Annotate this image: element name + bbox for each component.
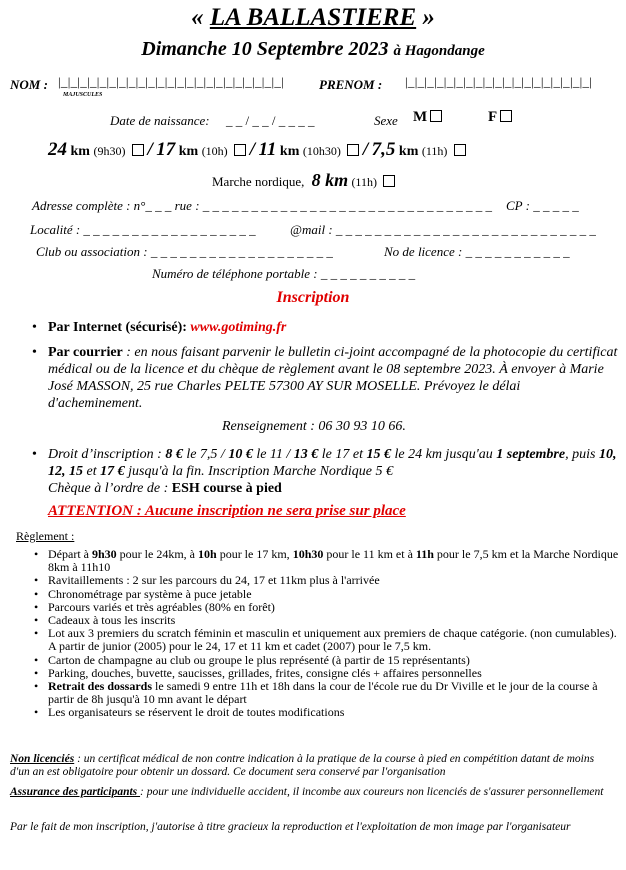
internet-line — [48, 319, 618, 336]
sexe-m-checkbox[interactable] — [430, 110, 442, 122]
reglement-item: • Les organisateurs se réservent le droit de toutes modifications — [48, 706, 623, 719]
d75-km: km — [398, 144, 419, 159]
assurance-note — [10, 786, 610, 799]
d17-checkbox[interactable] — [234, 144, 246, 156]
cheque-ordre: ESH course à pied — [171, 481, 282, 496]
licencies-label: Non licenciés — [10, 753, 75, 765]
non-licencies-note — [10, 753, 610, 779]
licence-field[interactable]: No de licence : _ _ _ _ _ _ _ _ _ _ _ — [384, 244, 570, 259]
sexe-f-checkbox[interactable] — [500, 110, 512, 122]
marche-label: Marche nordique, — [212, 174, 305, 189]
reglement-item: • Cadeaux à tous les inscrits — [48, 614, 623, 627]
d24-km: km — [70, 144, 90, 159]
reglement-list — [48, 548, 623, 720]
prenom-label: PRENOM : — [319, 77, 383, 92]
courrier-text: : en nous faisant parvenir le bulletin ci-joint accompagné de la photocopie du certificat médical ou de la licence et du chèque de règlement avant le 08 septembre 2023. À envoyer à Marie José MASSON, 25 rue Charles PELTE 57300 AY SUR MOSELLE. Prévoyez le délai d'acheminement. — [48, 345, 618, 411]
sep: / — [147, 139, 153, 160]
naissance-label: Date de naissance: — [110, 113, 210, 128]
sexe-label: Sexe — [374, 113, 398, 128]
reglement-heading: Règlement : — [16, 529, 75, 543]
reglement-item: • Départ à 9h30 pour le 24km, à 10h pour le 17 km, 10h30 pour le 11 km et à 11h pour le 7,5 km et la Marche Nordique 8km à 11h10 — [48, 548, 623, 574]
d75-time: (11h) — [421, 144, 448, 158]
club-field[interactable]: Club ou association : _ _ _ _ _ _ _ _ _ _ _ _ _ _ _ _ _ _ _ — [36, 244, 333, 259]
reglement-item: • Chronométrage par système à puce jetable — [48, 588, 623, 601]
inscription-heading: Inscription — [276, 289, 350, 306]
localite-field[interactable]: Localité : _ _ _ _ _ _ _ _ _ _ _ _ _ _ _ _ _ _ — [30, 222, 256, 237]
sep: / — [249, 139, 255, 160]
attention-notice: ATTENTION : Aucune inscription ne sera prise sur place — [48, 503, 406, 519]
cp-field[interactable]: CP : _ _ _ _ _ — [506, 198, 579, 213]
title-text: LA BALLASTIERE — [209, 4, 417, 31]
reglement-item: • Carton de champagne au club ou groupe le plus représenté (à partir de 15 représentants) — [48, 654, 623, 667]
renseignement: Renseignement : 06 30 93 10 66. — [222, 419, 406, 434]
d24-checkbox[interactable] — [132, 144, 144, 156]
bullet: • — [32, 345, 37, 360]
reglement-item: • Ravitaillements : 2 sur les parcours du 24, 17 et 11km plus à l'arrivée — [48, 574, 623, 587]
distances-row — [48, 139, 466, 161]
marche-row — [212, 170, 395, 191]
majuscules-note: MAJUSCULES — [63, 92, 103, 98]
d11-checkbox[interactable] — [347, 144, 359, 156]
bullet: • — [32, 447, 37, 462]
d17-time: (10h) — [201, 144, 228, 158]
droit-para: Droit d’inscription : 8 € le 7,5 / 10 € le 11 / 13 € le 17 et 15 € le 24 km jusqu'au 1 septembre, puis 10, 12, 15 et 17 € jusqu'à la fin. Inscription Marche Nordique 5 € Chèque à l’ordre de : ESH course à pied — [48, 447, 617, 496]
bullet: • — [32, 320, 37, 335]
licencies-text: : un certificat médical de non contre indication à la pratique de la course à pied en compétition datant de moins d'un an est obligatoire pour obtenir un dossard. Ce document sera conservé par l'organisation — [10, 753, 595, 778]
d75-checkbox[interactable] — [454, 144, 466, 156]
adresse-field[interactable]: Adresse complète : n°_ _ _ rue : _ _ _ _ _ _ _ _ _ _ _ _ _ _ _ _ _ _ _ _ _ _ _ _ _ _ _ _ _ _ — [32, 198, 493, 213]
reglement-item: • Parcours variés et très agréables (80% en forêt) — [48, 601, 623, 614]
telephone-field[interactable]: Numéro de téléphone portable : _ _ _ _ _ _ _ _ _ _ — [152, 266, 416, 281]
assurance-label: Assurance des participants — [10, 786, 141, 798]
d11-value: 11 — [258, 139, 277, 160]
courrier-para — [48, 344, 618, 412]
mail-field[interactable]: @mail : _ _ _ _ _ _ _ _ _ _ _ _ _ _ _ _ _ _ _ _ _ _ _ _ _ _ _ — [290, 222, 596, 237]
nom-label: NOM : — [10, 77, 48, 92]
naissance-field[interactable]: _ _ / _ _ / _ _ _ _ — [226, 113, 315, 128]
marche-dist: 8 km — [311, 170, 349, 190]
internet-link[interactable]: www.gotiming.fr — [190, 320, 287, 335]
subtitle-date: Dimanche 10 Septembre 2023 — [141, 38, 389, 60]
reglement-item: • Parking, douches, buvette, saucisses, grillades, frites, consigne clés + affaires personnelles — [48, 667, 623, 680]
sep: / — [362, 139, 369, 160]
nom-field[interactable]: |_|_|_|_|_|_|_|_|_|_|_|_|_|_|_|_|_|_|_|_|_|_|_| — [58, 74, 285, 89]
d17-value: 17 — [156, 139, 176, 160]
d24-value: 24 — [48, 139, 67, 160]
d24-time: (9h30) — [93, 144, 126, 158]
event-date — [0, 38, 626, 61]
internet-label: Par Internet (sécurisé): — [48, 320, 187, 335]
courrier-label: Par courrier — [48, 345, 123, 360]
d17-km: km — [178, 144, 199, 159]
marche-checkbox[interactable] — [383, 175, 395, 187]
page-title: « LA BALLASTIERE » — [191, 4, 435, 31]
reglement-item: • Retrait des dossards le samedi 9 entre 11h et 18h dans la cour de l'école rue du Dr Viville et le jour de la course à partir de 8h jusqu'à 10 mn avant le départ — [48, 680, 623, 706]
subtitle-place: à Hagondange — [393, 43, 485, 59]
sexe-f: F — [488, 109, 512, 126]
d11-km: km — [279, 144, 300, 159]
d11-time: (10h30) — [302, 144, 341, 158]
prenom-field[interactable]: |_|_|_|_|_|_|_|_|_|_|_|_|_|_|_|_|_|_|_| — [405, 74, 593, 89]
image-rights-note: Par le fait de mon inscription, j'autorise à titre gracieux la reproduction et l'exploitation de mon image par l'organisateur — [10, 821, 571, 833]
cheque-label: Chèque à l’ordre de : — [48, 481, 172, 496]
d75-value: 7,5 — [371, 139, 396, 160]
sexe-m: M — [413, 109, 442, 126]
assurance-text: : pour une individuelle accident, il incombe aux coureurs non licenciés de s'assurer personnellement — [140, 786, 604, 798]
reglement-item: • Lot aux 3 premiers du scratch féminin et masculin et uniquement aux premiers de chaque catégorie. (non cumulables). A partir de junior (2005) pour le 24, 17 et 11 km et cadet (2007) pour le 7,5 km. — [48, 627, 623, 653]
marche-time: (11h) — [351, 175, 377, 189]
